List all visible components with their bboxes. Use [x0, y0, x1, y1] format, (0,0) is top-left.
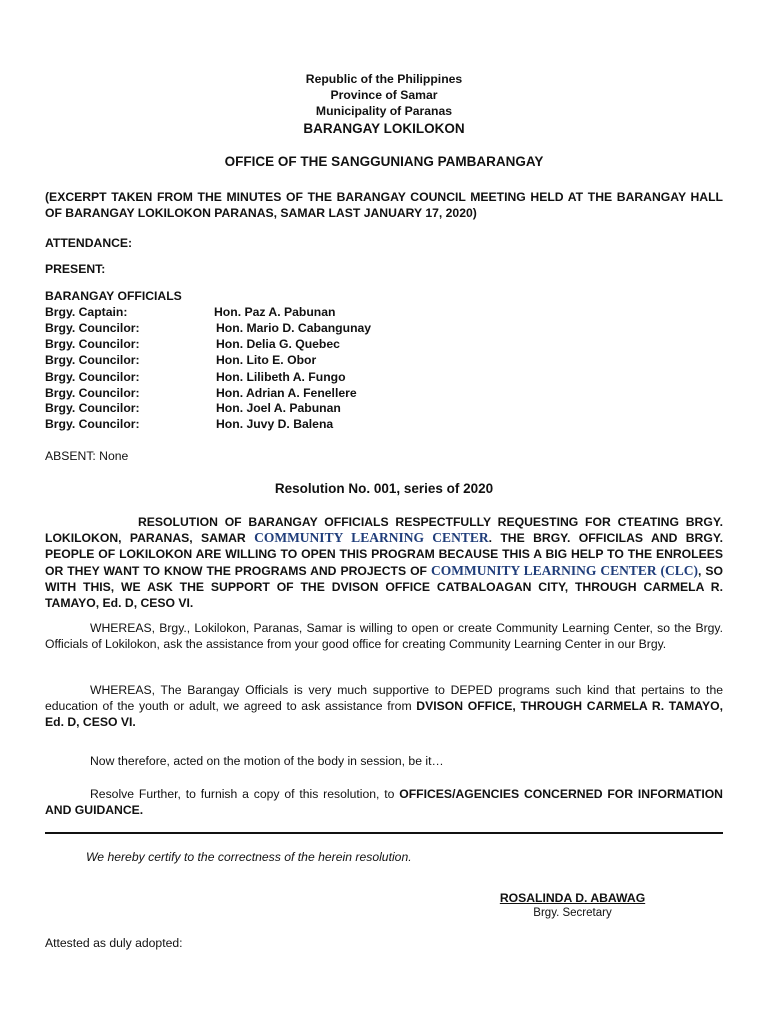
official-title: Brgy. Councilor:	[45, 417, 140, 431]
attested-line: Attested as duly adopted:	[45, 936, 183, 950]
official-title: Brgy. Councilor:	[45, 321, 140, 335]
resolution-title: Resolution No. 001, series of 2020	[274, 481, 494, 496]
official-name: Hon. Lilibeth A. Fungo	[216, 370, 346, 384]
now-therefore: Now therefore, acted on the motion of the body in session, be it…	[90, 754, 444, 768]
attendance-label: ATTENDANCE:	[45, 236, 133, 250]
whereas-paragraph-1: WHEREAS, Brgy., Lokilokon, Paranas, Samar is willing to open or create Community Learning Center, so the Brgy. Officials of Lokilokon, ask the assistance from your good office for creating Community Learning Center in our Brgy.	[45, 621, 723, 652]
absent-line: ABSENT: None	[45, 449, 129, 463]
office-title: OFFICE OF THE SANGGUNIANG PAMBARANGAY	[224, 154, 544, 169]
official-name: Hon. Lito E. Obor	[216, 353, 317, 367]
header-barangay: BARANGAY LOKILOKON	[303, 121, 465, 136]
official-row	[45, 370, 445, 386]
excerpt-note: (EXCERPT TAKEN FROM THE MINUTES OF THE BARANGAY COUNCIL MEETING HELD AT THE BARANGAY HALL OF BARANGAY LOKILOKON PARANAS, SAMAR LAST JANUARY 17, 2020)	[45, 190, 723, 221]
official-row	[45, 353, 445, 369]
resolve-bold: OFFICES/AGENCIES CONCERNED FOR INFORMATION AND GUIDANCE.	[45, 787, 723, 818]
secretary-title: Brgy. Secretary	[533, 907, 612, 919]
official-title: Brgy. Councilor:	[45, 370, 140, 384]
official-row	[45, 337, 445, 353]
official-title: Brgy. Councilor:	[45, 386, 140, 400]
whereas-paragraph-2	[45, 682, 723, 731]
official-row	[45, 401, 445, 417]
official-name: Hon. Paz A. Pabunan	[214, 305, 336, 319]
official-title: Brgy. Councilor:	[45, 401, 140, 415]
official-title: Brgy. Councilor:	[45, 353, 140, 367]
official-title: Brgy. Captain:	[45, 305, 128, 319]
clc-name-1: COMMUNITY LEARNING CENTER	[254, 530, 489, 546]
resolution-body	[45, 514, 723, 611]
resolve-text: Resolve Further, to furnish a copy of this resolution, to	[90, 787, 400, 801]
officials-heading: BARANGAY OFFICIALS	[45, 289, 182, 303]
certification-text: We hereby certify to the correctness of the herein resolution.	[86, 850, 412, 864]
present-label: PRESENT:	[45, 262, 106, 276]
official-name: Hon. Adrian A. Fenellere	[216, 386, 357, 400]
secretary-name: ROSALINDA D. ABAWAG	[499, 891, 646, 905]
resolution-text-2: . THE BRGY. OFFICILAS AND BRGY. PEOPLE OF LOKILOKON ARE WILLING TO OPEN THIS PROGRAM BECAUSE THIS A BIG HELP TO THE ENROLEES OR THEY WANT TO KNOW THE PROGRAMS AND PROJECTS OF	[45, 531, 723, 578]
header-province: Province of Samar	[330, 88, 438, 102]
resolve-further	[45, 786, 723, 818]
divider-line	[45, 832, 723, 834]
official-row	[45, 386, 445, 402]
header-republic: Republic of the Philippines	[305, 72, 463, 86]
official-name: Hon. Delia G. Quebec	[216, 337, 340, 351]
official-row	[45, 417, 445, 433]
resolution-text-1: RESOLUTION OF BARANGAY OFFICIALS RESPECTFULLY REQUESTING FOR CTEATING BRGY. LOKILOKON, PARANAS, SAMAR	[45, 515, 723, 546]
whereas-2-text: WHEREAS, The Barangay Officials is very much supportive to DEPED programs such kind that pertains to the education of the youth or adult, we agreed to ask assistance from	[45, 683, 723, 714]
whereas-2-bold: DVISON OFFICE, THROUGH CARMELA R. TAMAYO, Ed. D, CESO VI.	[45, 699, 723, 730]
official-name: Hon. Mario D. Cabangunay	[216, 321, 372, 335]
clc-name-2: COMMUNITY LEARNING CENTER (CLC)	[430, 562, 699, 578]
official-name: Hon. Joel A. Pabunan	[216, 401, 341, 415]
official-row	[45, 305, 445, 321]
official-row	[45, 321, 445, 337]
official-name: Hon. Juvy D. Balena	[216, 417, 334, 431]
official-title: Brgy. Councilor:	[45, 337, 140, 351]
header-municipality: Municipality of Paranas	[315, 104, 453, 118]
resolution-text-3: , SO WITH THIS, WE ASK THE SUPPORT OF THE DVISON OFFICE CATBALOAGAN CITY, THROUGH CARMELA R. TAMAYO, Ed. D, CESO VI.	[45, 563, 723, 611]
